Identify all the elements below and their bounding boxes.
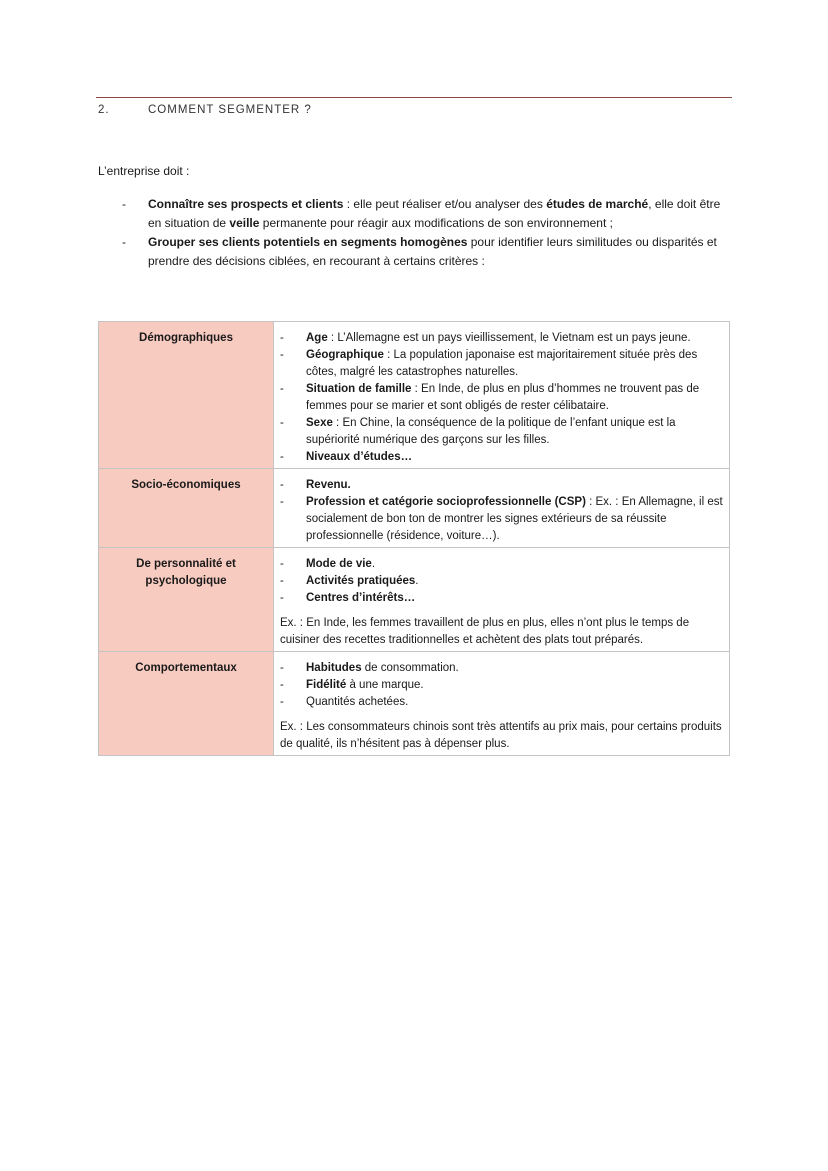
bullet-dash: -	[280, 451, 284, 463]
table-row	[99, 652, 730, 756]
list-item	[122, 195, 727, 233]
table-row	[99, 469, 730, 548]
category-cell: Socio-économiques	[99, 469, 274, 548]
criterion-text: : L’Allemagne est un pays vieillissement, le Vietnam est un pays jeune.	[327, 332, 691, 344]
criterion-label: Mode de vie	[306, 558, 372, 570]
list-item	[280, 449, 723, 466]
list-item	[280, 677, 723, 694]
criterion-label: Sexe	[306, 417, 333, 429]
criteria-cell	[274, 469, 730, 548]
list-item	[280, 415, 723, 449]
bold-text: Grouper ses clients potentiels en segments homogènes	[148, 235, 468, 249]
section-title: COMMENT SEGMENTER ?	[148, 104, 312, 116]
criterion-text: : La population japonaise est majoritairement située près des côtes, malgré les catastrophes naturelles.	[306, 349, 698, 378]
bullet-dash: -	[280, 575, 284, 587]
list-item	[280, 660, 723, 677]
criteria-cell	[274, 652, 730, 756]
criterion-label: Géographique	[306, 349, 384, 361]
bullet-dash: -	[122, 235, 126, 249]
criterion-label: Niveaux d’études…	[306, 451, 413, 463]
intro-text: L’entreprise doit :	[98, 164, 190, 178]
bold-text: veille	[229, 216, 260, 230]
list-item	[280, 573, 723, 590]
segmentation-table	[98, 321, 730, 756]
criterion-label: Profession et catégorie socioprofessionnelle (CSP)	[306, 496, 586, 508]
bold-text: études de marché	[546, 197, 649, 211]
criteria-cell	[274, 548, 730, 652]
category-cell: Démographiques	[99, 322, 274, 469]
table-row	[99, 548, 730, 652]
bullet-dash: -	[122, 197, 126, 211]
bold-text: Connaître ses prospects et clients	[148, 197, 344, 211]
criterion-label: Activités pratiquées	[306, 575, 416, 587]
criterion-text: : En Chine, la conséquence de la politique de l’enfant unique est la supériorité numérique des garçons sur les filles.	[306, 417, 676, 446]
criterion-text: .	[415, 575, 419, 587]
body-text: , elle doit être en situation de	[148, 197, 721, 230]
section-heading	[98, 104, 312, 116]
body-text: permanente pour réagir aux modifications de son environnement ;	[259, 216, 613, 230]
criteria-cell	[274, 322, 730, 469]
table-row	[99, 322, 730, 469]
example-text: Ex. : Les consommateurs chinois sont très attentifs au prix mais, pour certains produits de qualité, ils n’hésitent pas à dépenser plus.	[280, 721, 722, 750]
list-item	[280, 494, 723, 545]
list-item	[280, 347, 723, 381]
bullet-dash: -	[280, 662, 284, 674]
list-item	[280, 590, 723, 607]
criterion-text: : Ex. : En Allemagne, il est socialement de bon ton de montrer les signes extérieurs de sa réussite professionnelle (résidence, voiture…).	[306, 496, 723, 542]
bullet-dash: -	[280, 696, 284, 708]
category-cell: Comportementaux	[99, 652, 274, 756]
bullet-dash: -	[280, 332, 284, 344]
criterion-label: Revenu.	[306, 479, 351, 491]
bullet-dash: -	[280, 496, 284, 508]
criterion-label: Habitudes	[306, 662, 362, 674]
list-item	[280, 477, 723, 494]
criterion-text: Quantités achetées.	[306, 696, 409, 708]
bullet-dash: -	[280, 592, 284, 604]
list-item	[122, 233, 727, 271]
body-text: : elle peut réaliser et/ou analyser des	[343, 197, 547, 211]
bullet-dash: -	[280, 558, 284, 570]
criterion-text: : En Inde, de plus en plus d’hommes ne trouvent pas de femmes pour se marier et sont obligés de rester célibataire.	[306, 383, 700, 412]
body-text: pour identifier leurs similitudes ou disparités et prendre des décisions ciblées, en recourant à certains critères :	[148, 235, 717, 268]
bullet-dash: -	[280, 479, 284, 491]
criterion-text: .	[371, 558, 376, 570]
section-number: 2.	[98, 104, 110, 116]
bullet-dash: -	[280, 679, 284, 691]
bullet-dash: -	[280, 349, 284, 361]
criterion-label: Age	[306, 332, 328, 344]
criterion-label: Situation de famille	[306, 383, 412, 395]
list-item	[280, 556, 723, 573]
criterion-label: Fidélité	[306, 679, 347, 691]
bullet-dash: -	[280, 383, 284, 395]
list-item	[280, 330, 723, 347]
section-divider	[96, 97, 732, 98]
category-cell: De personnalité et psychologique	[99, 548, 274, 652]
criterion-text: à une marque.	[346, 679, 424, 691]
criterion-text: de consommation.	[361, 662, 459, 674]
list-item	[280, 381, 723, 415]
list-item	[280, 694, 723, 711]
criterion-label: Centres d’intérêts…	[306, 592, 416, 604]
bullet-list	[122, 195, 727, 271]
example-text: Ex. : En Inde, les femmes travaillent de plus en plus, elles n’ont plus le temps de cuisiner des recettes traditionnelles et achètent des plats tout préparés.	[280, 617, 690, 646]
bullet-dash: -	[280, 417, 284, 429]
